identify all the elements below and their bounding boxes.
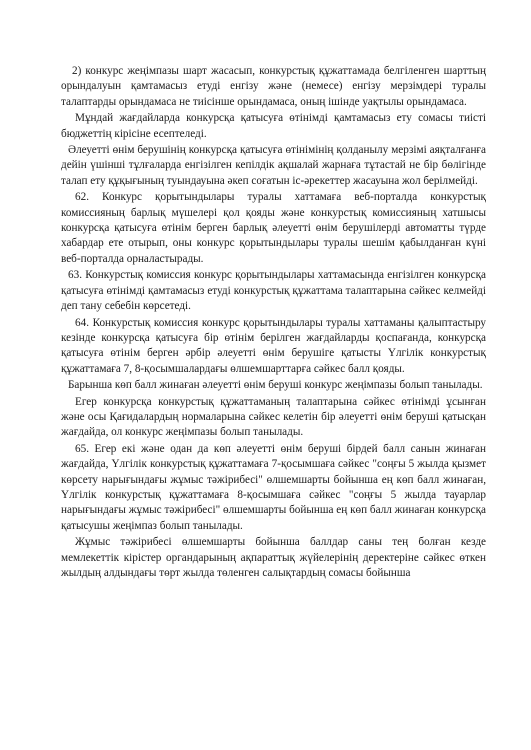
- paragraph-item-2: 2) конкурс жеңімпазы шарт жасасып, конкурстық құжаттамада белгіленген шарттың орындалуын қамтамасыз етуді енгізу және (немесе) енгізу мерзімдері туралы талаптарды орындамаса не тиісінше орындамаса, оның ішінде уақтылы орындамаса.: [61, 65, 486, 108]
- paragraph-64: 64. Конкурстық комиссия конкурс қорытындылары туралы хаттаманы қалыптастыру кезінде конкурсқа қатысуға бір өтінім берілген жағдайларды қоспағанда, конкурсқа қатысуға өтінім берген әрбір әлеуетті өнім берушіге қатысты Үлгілік конкурстық құжаттамаға 7, 8-қосымшалардағы өлшемшарттарға сәйкес балл қояды.: [61, 316, 486, 375]
- paragraph-deposit-to-budget: Мұндай жағдайларда конкурсқа қатысуға өтінімді қамтамасыз ету сомасы тиісті бюджеттің кірісіне есептеледі.: [61, 112, 486, 140]
- paragraph-65: 65. Егер екі және одан да көп әлеуетті өнім беруші бірдей балл санын жинаған жағдайда, Үлгілік конкурстық құжаттамаға 7-қосымшаға сәйкес "соңғы 5 жылда қызмет көрсету нарығындағы жұмыс тәжірибесі" өлшемшарты бойынша ең көп балл жинаған, Үлгілік конкурстық құжаттамаға 8-қосымшаға сәйкес "соңғы 5 жылда тауарлар нарығындағы жұмыс тәжірибесі" өлшемшарты бойынша ең көп балл жинаған конкурсқа қатысушы жеңімпаз болып танылады.: [61, 442, 486, 532]
- paragraph-62: 62. Конкурс қорытындылары туралы хаттамаға веб-порталда конкурстық комиссияның барлық мүшелері қол қояды және конкурстық комиссияның хатшысы конкурсқа қатысуға өтінім берген барлық әлеуетті өнім берушілерді автоматты түрде хабардар ете отырып, оны конкурс қорытындылары туралы шешім қабылданған күні веб-порталда орналастырады.: [61, 191, 486, 265]
- paragraph-63: 63. Конкурстық комиссия конкурс қорытындылары хаттамасында енгізілген конкурсқа қатысуға өтінімді қамтамасыз етуді конкурстық құжаттама талаптарына сәйкес келмейді деп тану себебін көрсетеді.: [61, 269, 486, 313]
- paragraph-single-bidder-winner: Егер конкурсқа конкурстық құжаттаманың талаптарына сәйкес өтінімді ұсынған және осы Қағидалардың нормаларына сәйкес келетін бір әлеуетті өнім беруші қатысқан жағдайда, ол конкурс жеңімпазы болып танылады.: [61, 395, 486, 439]
- paragraph-max-score-winner: Барынша көп балл жинаған әлеуетті өнім беруші конкурс жеңімпазы болып танылады.: [68, 379, 483, 392]
- paragraph-equal-experience-scores: Жұмыс тәжірибесі өлшемшарты бойынша баллдар саны тең болған кезде мемлекеттік кірістер органдарының ақпараттық жүйелерінің деректеріне сәйкес өткен жылдың алдындағы төрт жылда төленген салықтардың сомасы бойынша: [61, 536, 486, 579]
- paragraph-no-third-party-claims: Әлеуетті өнім берушінің конкурсқа қатысуға өтінімінің қолданылу мерзімі аяқталғанға дейін үшінші тұлғаларда енгізілген кепілдік ақшалай жарнаға тұтастай не бір бөлігінде талап ету құқығының туындауына әкеп соғатын іс-әрекеттер жасауына жол берілмейді.: [61, 144, 486, 187]
